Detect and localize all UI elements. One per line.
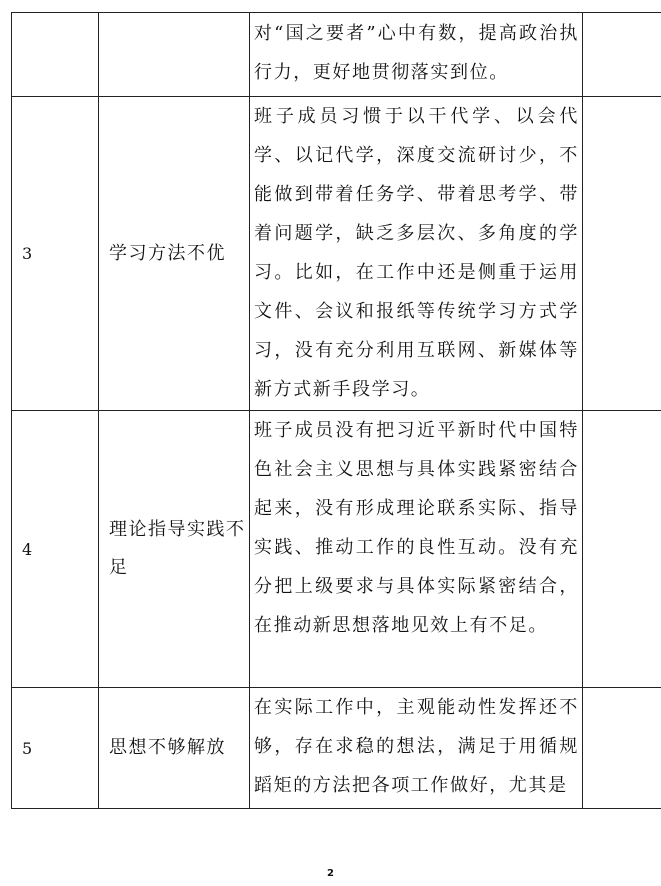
- problem-content-cell: 对“国之要者”心中有数，提高政治执行力，更好地贯彻落实到位。: [250, 13, 583, 97]
- page-number: 2: [327, 868, 334, 879]
- note-cell: [583, 13, 661, 97]
- problem-item-cell: 理论指导实践不足: [99, 411, 250, 688]
- problem-item-cell: 思想不够解放: [99, 688, 250, 809]
- problem-content-cell: 班子成员没有把习近平新时代中国特色社会主义思想与具体实践紧密结合起来，没有形成理论联系实际、指导实践、推动工作的良性互动。没有充分把上级要求与具体实际紧密结合，在推动新思想落地见效上有不足。: [250, 411, 583, 688]
- problem-item-cell: 学习方法不优: [99, 97, 250, 411]
- table-row: [12, 13, 661, 97]
- table-row: [12, 97, 661, 411]
- row-number-cell: [12, 13, 99, 97]
- problem-table: [11, 12, 661, 809]
- table-row: [12, 411, 661, 688]
- problem-content-cell: 班子成员习惯于以干代学、以会代学、以记代学，深度交流研讨少，不能做到带着任务学、带着思考学、带着问题学，缺乏多层次、多角度的学习。比如，在工作中还是侧重于运用文件、会议和报纸等传统学习方式学习，没有充分利用互联网、新媒体等新方式新手段学习。: [250, 97, 583, 411]
- row-number-cell: 5: [12, 688, 99, 809]
- note-cell: [583, 411, 661, 688]
- row-number-cell: 3: [12, 97, 99, 411]
- row-number-cell: 4: [12, 411, 99, 688]
- problem-content-cell: 在实际工作中，主观能动性发挥还不够，存在求稳的想法，满足于用循规蹈矩的方法把各项工作做好，尤其是: [250, 688, 583, 809]
- problem-item-cell: [99, 13, 250, 97]
- table-row: [12, 688, 661, 809]
- note-cell: [583, 97, 661, 411]
- note-cell: [583, 688, 661, 809]
